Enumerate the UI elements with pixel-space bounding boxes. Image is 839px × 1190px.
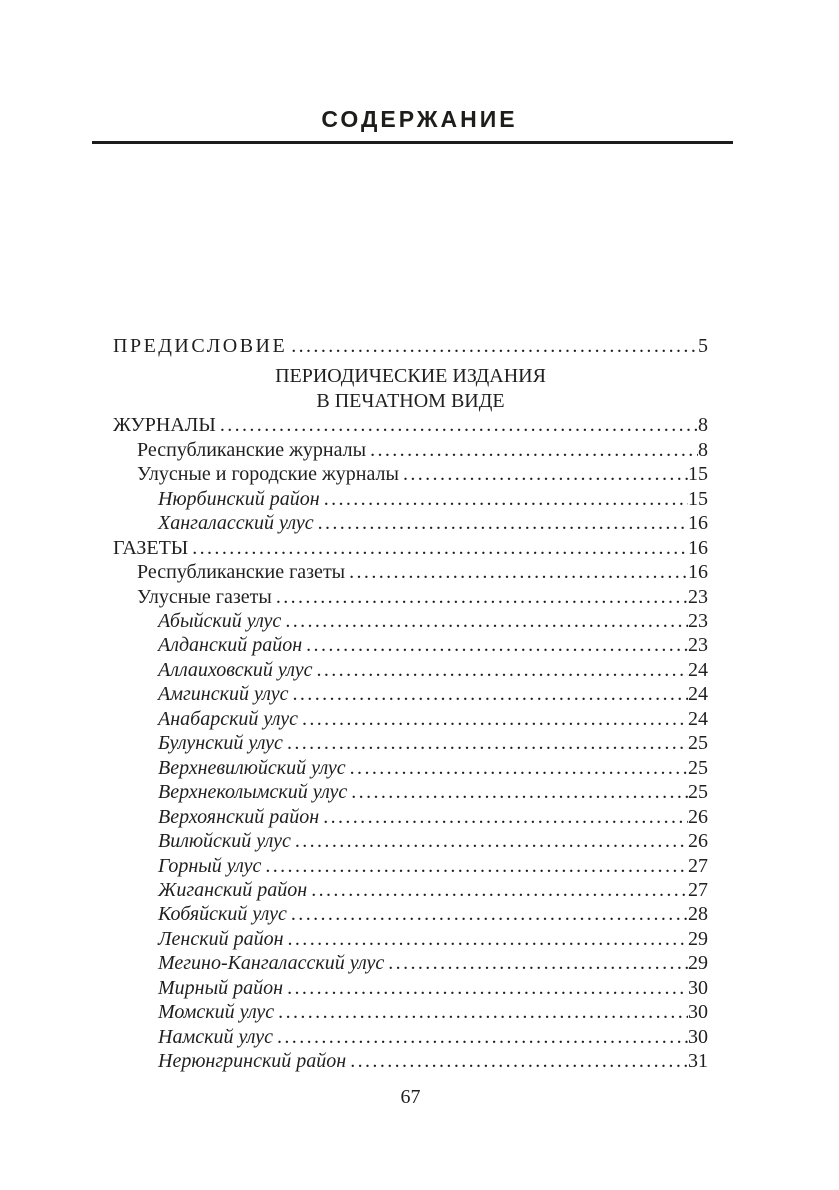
toc-entry-page-number: 16 — [688, 512, 708, 535]
page-title: СОДЕРЖАНИЕ — [321, 106, 518, 132]
dot-leader — [287, 731, 688, 755]
toc-entry-page-number: 26 — [688, 830, 708, 853]
toc-entry-label: Республиканские журналы — [137, 438, 367, 461]
toc-entry-page-number: 16 — [688, 536, 708, 559]
toc-entry-page-number: 25 — [688, 732, 708, 755]
dot-leader — [291, 334, 698, 358]
dot-leader — [293, 682, 689, 706]
toc-entry-label: Хангаласский улус — [158, 512, 314, 535]
toc-entry-label: ЖУРНАЛЫ — [113, 414, 216, 437]
dot-leader — [323, 805, 688, 829]
toc-entry-label: Верхнеколымский улус — [158, 781, 348, 804]
dot-leader — [351, 780, 688, 804]
toc-entry-label: Улусные и городские журналы — [137, 463, 399, 486]
toc-entry-page-number: 28 — [688, 903, 708, 926]
toc-entry — [113, 487, 708, 511]
toc-entry — [113, 462, 708, 486]
toc-entry-page-number: 23 — [688, 609, 708, 632]
toc-entry-label: Кобяйский улус — [158, 903, 287, 926]
dot-leader — [285, 609, 688, 633]
toc-entry-page-number: 26 — [688, 805, 708, 828]
toc-entry-page-number: 29 — [688, 927, 708, 950]
toc-entry — [113, 438, 708, 462]
toc-entry-page-number: 24 — [688, 658, 708, 681]
toc-entry-label: Улусные газеты — [137, 585, 272, 608]
toc-entry-page-number: 15 — [688, 487, 708, 510]
dot-leader — [288, 927, 689, 951]
toc-entry-label: Абыйский улус — [158, 609, 282, 632]
toc-entry-label: Алданский район — [158, 634, 303, 657]
toc-entry-label: Ленский район — [158, 927, 284, 950]
toc-entry-page-number: 23 — [688, 585, 708, 608]
toc-entry-label: Аллаиховский улус — [158, 658, 313, 681]
toc-entry — [113, 609, 708, 633]
toc-entry-label: Горный улус — [158, 854, 262, 877]
dot-leader — [316, 658, 688, 682]
toc-entry-label: Жиганский район — [158, 878, 308, 901]
dot-leader — [302, 707, 688, 731]
toc-entry — [113, 560, 708, 584]
toc-entry — [113, 707, 708, 731]
toc-section-heading-line: В ПЕЧАТНОМ ВИДЕ — [316, 389, 505, 412]
dot-leader — [278, 1000, 688, 1024]
toc-entry — [113, 829, 708, 853]
toc-entry-page-number: 15 — [688, 463, 708, 486]
toc-entry — [113, 334, 708, 358]
toc-entry-page-number: 31 — [688, 1050, 708, 1073]
toc-entry-label: Мегино-Кангаласский улус — [158, 952, 385, 975]
dot-leader — [276, 585, 688, 609]
toc-entry — [113, 780, 708, 804]
toc-entry — [113, 731, 708, 755]
dot-leader — [277, 1025, 688, 1049]
toc-entry-page-number: 27 — [688, 878, 708, 901]
toc-entry — [113, 1000, 708, 1024]
toc-entry — [113, 927, 708, 951]
dot-leader — [350, 756, 688, 780]
dot-leader — [220, 413, 698, 437]
toc-entry-page-number: 16 — [688, 561, 708, 584]
toc-entry — [113, 1049, 708, 1073]
toc-entry-label: Момский улус — [158, 1001, 275, 1024]
toc-list — [113, 334, 708, 1074]
toc-entry — [113, 951, 708, 975]
toc-entry-page-number: 24 — [688, 683, 708, 706]
toc-section-heading-line: ПЕРИОДИЧЕСКИЕ ИЗДАНИЯ — [275, 365, 546, 388]
toc-entry-label: Намский улус — [158, 1025, 273, 1048]
toc-entry — [113, 633, 708, 657]
toc-entry-page-number: 8 — [698, 414, 708, 437]
toc-entry-label: Булунский улус — [158, 732, 283, 755]
toc-entry-page-number: 25 — [688, 781, 708, 804]
toc-entry — [113, 1025, 708, 1049]
toc-entry-label: ПРЕДИСЛОВИЕ — [113, 335, 288, 357]
dot-leader — [324, 487, 688, 511]
toc-entry-label: Нюрбинский район — [158, 487, 320, 510]
header-rule — [92, 141, 733, 144]
toc-entry-page-number: 30 — [688, 1001, 708, 1024]
toc-entry-page-number: 24 — [688, 707, 708, 730]
toc-entry-label: Верхневилюйский улус — [158, 756, 346, 779]
toc-entry — [113, 536, 708, 560]
dot-leader — [370, 438, 698, 462]
toc-entry — [113, 585, 708, 609]
toc-entry-label: Амгинский улус — [158, 683, 289, 706]
dot-leader — [265, 854, 688, 878]
dot-leader — [318, 511, 688, 535]
dot-leader — [349, 560, 688, 584]
toc-entry-label: ГАЗЕТЫ — [113, 536, 189, 559]
toc-section-heading — [113, 364, 708, 413]
toc-entry-label: Нерюнгринский район — [158, 1050, 347, 1073]
toc-entry-page-number: 27 — [688, 854, 708, 877]
toc-entry-page-number: 8 — [698, 438, 708, 461]
dot-leader — [311, 878, 688, 902]
toc-entry — [113, 878, 708, 902]
dot-leader — [295, 829, 688, 853]
dot-leader — [192, 536, 688, 560]
toc-entry — [113, 756, 708, 780]
toc-entry-label: Вилюйский улус — [158, 830, 291, 853]
toc-entry — [113, 902, 708, 926]
toc-entry-label: Мирный район — [158, 976, 284, 999]
toc-entry — [113, 976, 708, 1000]
toc-entry — [113, 658, 708, 682]
toc-entry — [113, 413, 708, 437]
toc-entry-page-number: 23 — [688, 634, 708, 657]
dot-leader — [403, 462, 688, 486]
toc-entry-page-number: 29 — [688, 952, 708, 975]
dot-leader — [306, 633, 688, 657]
toc-entry-label: Верхоянский район — [158, 805, 320, 828]
dot-leader — [350, 1049, 688, 1073]
page-number: 67 — [400, 1086, 421, 1108]
toc-entry — [113, 682, 708, 706]
toc-entry-label: Анабарский улус — [158, 707, 298, 730]
dot-leader — [388, 951, 688, 975]
dot-leader — [287, 976, 688, 1000]
toc-entry-page-number: 5 — [698, 335, 708, 357]
toc-entry — [113, 805, 708, 829]
toc-entry — [113, 854, 708, 878]
toc-entry-label: Республиканские газеты — [137, 561, 346, 584]
toc-entry-page-number: 25 — [688, 756, 708, 779]
toc-entry — [113, 511, 708, 535]
toc-entry-page-number: 30 — [688, 1025, 708, 1048]
dot-leader — [291, 902, 688, 926]
toc-entry-page-number: 30 — [688, 976, 708, 999]
